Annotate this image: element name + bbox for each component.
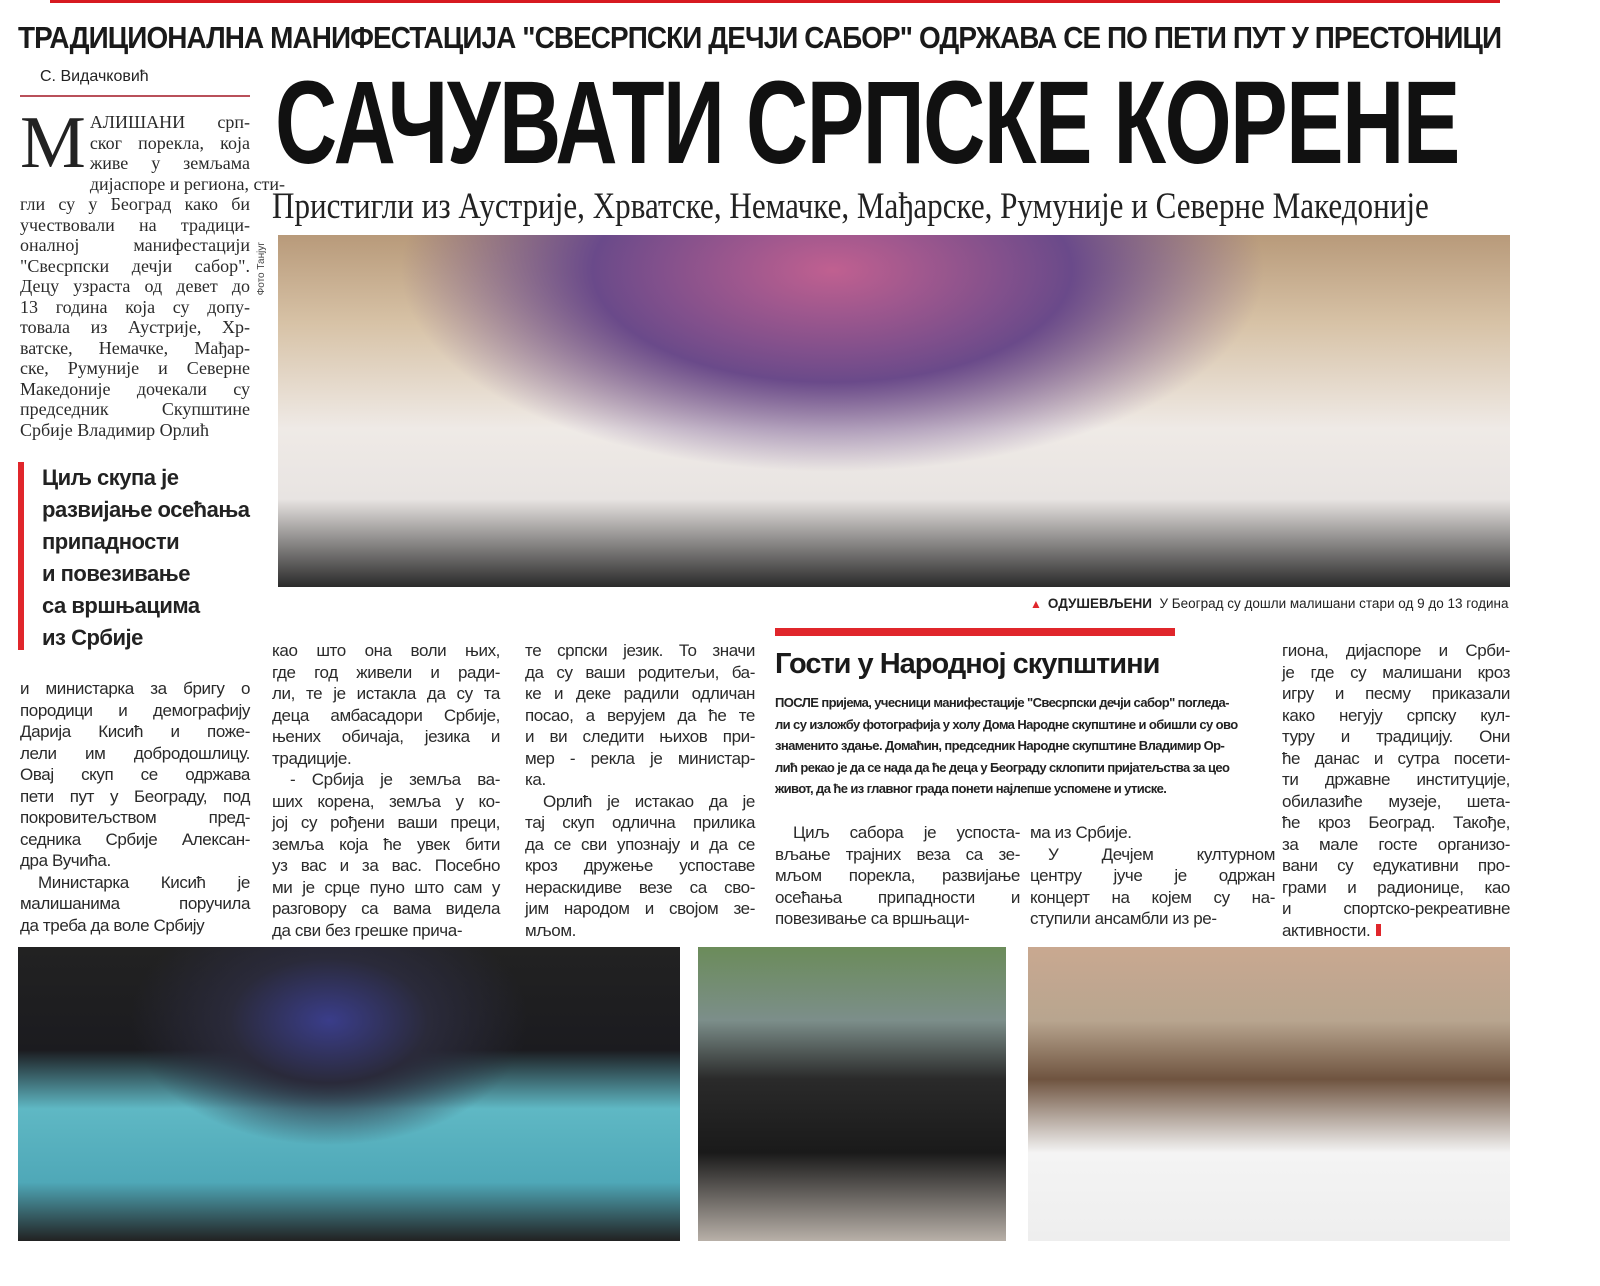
text-line: 13 година која су допу-: [20, 296, 250, 317]
text-line: товала из Аустрије, Хр-: [20, 317, 250, 337]
text-line: је где су малишани кроз: [1282, 662, 1510, 682]
text-line: ступили ансамбли из ре-: [1030, 909, 1217, 928]
text-line: посао, а верујем да ће те: [525, 705, 755, 725]
text-line: ће данас и сутра посети-: [1282, 748, 1510, 768]
kicker-headline: ТРАДИЦИОНАЛНА МАНИФЕСТАЦИЈА "СВЕСРПСКИ ДЕЧЈИ САБОР" ОДРЖАВА СЕ ПО ПЕТИ ПУТ У ПРЕСТОНИЦИ: [18, 20, 1502, 55]
text-line: породици и демографију: [20, 700, 250, 720]
text-line: обилазиће музеје, шета-: [1282, 791, 1510, 811]
text-line: развијање осећања: [42, 497, 250, 522]
text-line: да треба да воле Србију: [20, 915, 205, 935]
text-line: Дарија Кисић и поже-: [20, 722, 250, 741]
text-line: ших корена, земља у ко-: [272, 791, 500, 811]
text-line: Србије Владимир Орлић: [20, 419, 209, 440]
photo-choir-performance: [18, 947, 680, 1241]
sidebar-column-c: [1282, 640, 1510, 941]
sidebar-column-b: [1030, 822, 1275, 930]
text-line: ма из Србије.: [1030, 823, 1132, 842]
text-line: ли, те је истакла да су та: [272, 684, 500, 703]
text-line: разговору са вама видела: [272, 899, 500, 918]
text-line: ће кроз Београд. Такође,: [1282, 813, 1510, 832]
text-line: из Србије: [42, 625, 143, 650]
text-line: знаменито здање. Домаћин, председник Народне скупштине Владимир Ор-: [775, 738, 1225, 753]
text-line: Министарка Кисић је: [38, 872, 250, 892]
text-line: вани су едукативни про-: [1282, 856, 1510, 875]
text-line: лић рекао је да се нада да ће деца у Београду склопити пријатељства за цео: [775, 759, 1230, 775]
text-line: кроз дружење успоставе: [525, 856, 755, 875]
text-line: да су ваши родитељи, ба-: [525, 662, 755, 682]
text-line: ми је срце пуно што сам у: [272, 877, 500, 897]
text-line: као што она воли њих,: [272, 641, 500, 660]
byline: С. Видачковић: [40, 68, 149, 85]
text-line: и министарка за бригу о: [20, 679, 250, 698]
text-line: те српски језик. То значи: [525, 641, 755, 660]
text-line: за мале госте организо-: [1282, 834, 1510, 854]
text-line: ли су изложбу фотографија у холу Дома Народне скупштине и обишли су ово: [775, 716, 1238, 732]
text-line: центру јуче је одржан: [1030, 866, 1275, 885]
photo-group-with-minister: [1028, 947, 1510, 1241]
text-line: концерт на којем су на-: [1030, 887, 1275, 907]
text-line: Орлић је истакао да је: [543, 791, 755, 811]
photo-credit: Фото Танјуг: [256, 242, 267, 296]
text-line: мљом порекла, развијање: [775, 866, 1020, 885]
text-line: како негују српску кул-: [1282, 705, 1510, 725]
body-column-3: [525, 640, 755, 941]
sidebar-red-rule: [775, 628, 1175, 636]
body-column-1: [20, 678, 250, 936]
top-rule: [50, 0, 1500, 3]
text-line: повезивање са вршњаци-: [775, 909, 970, 928]
text-line: где год живели и ради-: [272, 662, 500, 682]
text-line: живе у земљама: [89, 153, 250, 173]
text-line: припадности: [42, 529, 180, 554]
text-line: осећања припадности и: [775, 887, 1020, 907]
text-line: дијаспоре и региона, сти-: [89, 173, 285, 194]
text-line: мер - рекла је министар-: [525, 748, 755, 768]
text-line: ке и деке радили одличан: [525, 684, 755, 703]
text-line: Македоније дочекали су: [20, 378, 250, 399]
subheadline: Пристигли из Аустрије, Хрватске, Немачке, Мађарске, Румуније и Северне Македоније: [272, 186, 1429, 227]
text-line: АЛИШАНИ срп-: [89, 112, 250, 132]
text-line: да се сви упознају и да се: [525, 834, 755, 854]
text-line: дра Вучића.: [20, 851, 111, 870]
pull-quote: [42, 462, 250, 654]
text-line: оналној манифестацији: [20, 235, 250, 255]
main-headline: САЧУВАТИ СРПСКЕ КОРЕНЕ: [275, 57, 1459, 189]
text-line: малишанима поручила: [20, 894, 250, 913]
text-line: ватске, Немачке, Мађар-: [20, 337, 250, 358]
text-line: ка.: [525, 770, 546, 789]
text-line: земља која ће увек бити: [272, 834, 500, 854]
text-line: јој су рођени ваши преци,: [272, 813, 500, 832]
photo-folk-dancers: [698, 947, 1006, 1241]
body-column-2: [272, 640, 500, 941]
text-line: седника Србије Алексан-: [20, 829, 250, 849]
text-line: јим народом и својом зе-: [525, 899, 755, 918]
text-line: лели им добродошлицу.: [20, 743, 250, 763]
text-line: Циљ сабора је успоста-: [793, 823, 1020, 842]
caption-label: ОДУШЕВЉЕНИ: [1047, 596, 1152, 611]
triangle-icon: ▲: [1030, 597, 1042, 611]
byline-rule: [20, 95, 250, 97]
text-line: "Свесрпски дечји сабор".: [20, 255, 250, 276]
text-line: са вршњацима: [42, 593, 200, 618]
text-line: председник Скупштине: [20, 399, 250, 419]
text-line: ПОСЛЕ пријема, учесници манифестације "Свесрпски дечји сабор" погледа-: [775, 695, 1229, 710]
text-line: У Дечјем културном: [1048, 844, 1275, 864]
sidebar-headline: Гости у Народној скупштини: [775, 648, 1160, 680]
text-line: деца амбасадори Србије,: [272, 705, 500, 725]
text-line: живот, да ће из главног града понети најлепше успомене и утиске.: [775, 781, 1167, 796]
text-line: гиона, дијаспоре и Срби-: [1282, 641, 1510, 660]
pull-quote-bar: [18, 462, 24, 650]
text-line: да сви без грешке прича-: [272, 920, 463, 940]
text-line: уз вас и за вас. Посебно: [272, 856, 500, 875]
text-line: игру и песму приказали: [1282, 684, 1510, 703]
text-line: Циљ скупа је: [42, 465, 179, 490]
text-line: - Србија је земља ва-: [290, 770, 500, 789]
drop-cap: М: [20, 102, 86, 184]
text-line: покровитељством пред-: [20, 808, 250, 827]
photo-caption: [1030, 596, 1508, 611]
text-line: гли су у Београд како би: [20, 194, 250, 214]
text-line: мљом.: [525, 920, 576, 940]
text-line: грами и радионице, као: [1282, 877, 1510, 897]
main-photo-children-with-flags: [278, 235, 1510, 587]
text-line: нераскидиве везе са сво-: [525, 877, 755, 897]
text-line: њених обичаја, језика и: [272, 727, 500, 746]
text-line: Децу узраста од девет до: [20, 276, 250, 296]
text-line: пети пут у Београду, под: [20, 786, 250, 806]
text-line: ске, Румуније и Северне: [20, 358, 250, 378]
caption-text: У Београд су дошли малишани стари од 9 до 13 година: [1159, 596, 1509, 611]
text-line: вљање трајних веза са зе-: [775, 844, 1020, 864]
text-line: ти државне институције,: [1282, 770, 1510, 789]
end-mark: [1376, 924, 1381, 936]
text-line: и ви следити њихов при-: [525, 727, 755, 746]
sidebar-lead: [775, 692, 1238, 800]
text-line: активности.: [1282, 920, 1510, 942]
text-line: ског порекла, која: [89, 132, 250, 153]
text-line: туру и традицију. Они: [1282, 727, 1510, 746]
sidebar-column-a: [775, 822, 1020, 930]
text-line: тај скуп одлична прилика: [525, 813, 755, 832]
text-line: и повезивање: [42, 561, 190, 586]
text-line: Овај скуп се одржава: [20, 765, 250, 784]
text-line: и спортско-рекреативне: [1282, 899, 1510, 918]
text-line: учествовали на традици-: [20, 214, 250, 235]
text-line: традиције.: [272, 748, 352, 768]
